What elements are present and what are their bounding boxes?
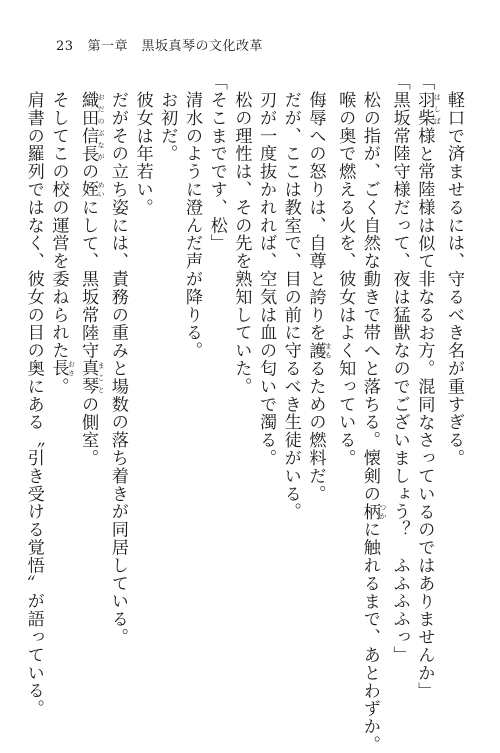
- text-segment: 侮辱への怒りは、自尊と誇りを: [305, 73, 326, 342]
- furigana: まこと: [97, 359, 106, 396]
- ruby-word: [305, 341, 333, 360]
- text-segment: 肩書の羅列ではなく、彼女の目の奥にある〝引き受ける覚悟〟が語っている。: [23, 73, 44, 718]
- text-line: [105, 73, 130, 673]
- ruby-base: 護: [305, 341, 326, 360]
- furigana: まも: [324, 341, 333, 360]
- body-text: [23, 73, 466, 753]
- text-line: [155, 73, 180, 673]
- text-segment: そしてこの校の運営を委ねられた: [48, 73, 69, 360]
- text-segment: だがその立ち姿には、責務の重みと場数の落ち着きが同居している。: [107, 73, 128, 646]
- text-line: [204, 73, 229, 673]
- text-line: [229, 73, 254, 673]
- text-segment: [78, 73, 98, 91]
- text-segment: 「: [414, 73, 435, 91]
- text-segment: 「そこまでです、松」: [206, 73, 227, 252]
- ruby-base: 羽柴: [414, 90, 435, 127]
- text-line: [387, 73, 412, 673]
- text-segment: 松の理性は、その先を熟知していた。: [231, 73, 252, 396]
- text-segment: の側室。: [78, 395, 99, 467]
- ruby-base: 姪: [78, 180, 99, 199]
- text-segment: 「黒坂常陸守様だって、夜は猛獣なのでございましょう？ ふふふふっ」: [389, 73, 410, 664]
- text-segment: お初だ。: [157, 73, 178, 163]
- text-line: [332, 73, 357, 673]
- furigana: おさ: [67, 359, 76, 378]
- ruby-word: [414, 90, 442, 127]
- furigana: おだのぶなが: [97, 90, 106, 163]
- ruby-word: [78, 180, 106, 199]
- furigana: つか: [378, 502, 387, 521]
- text-segment: にして、黒坂常陸守: [78, 198, 99, 360]
- text-segment: るための燃料だ。: [305, 359, 326, 503]
- running-header: [56, 35, 263, 54]
- text-segment: 彼女は年若い。: [132, 73, 153, 217]
- text-segment: 様と常陸様は似て非なるお方。混同なさっているのではありませんか」: [414, 126, 435, 700]
- text-line: [412, 73, 442, 700]
- text-line: [130, 73, 155, 673]
- text-segment: 刃が一度抜かれれば、空気は血の匂いで濁る。: [256, 73, 277, 467]
- ruby-base: 織田信長: [78, 90, 99, 163]
- text-segment: の: [78, 162, 99, 181]
- text-line: [278, 73, 303, 673]
- text-segment: だが、ここは教室で、目の前に守るべき生徒がいる。: [280, 73, 301, 521]
- text-segment: 。: [48, 377, 69, 396]
- ruby-base: 長: [48, 359, 69, 378]
- text-line: [303, 73, 333, 673]
- text-segment: に触れるまで、あとわずか。: [359, 520, 380, 753]
- text-line: [253, 73, 278, 673]
- ruby-base: 柄: [359, 502, 380, 521]
- running-title: 第一章 黒坂真琴の文化改革: [87, 39, 264, 54]
- text-line: [179, 73, 204, 673]
- furigana: はしば: [433, 90, 442, 127]
- text-line: [46, 73, 76, 673]
- ruby-word: [48, 359, 76, 378]
- ruby-word: [78, 359, 106, 396]
- ruby-word: [78, 90, 106, 163]
- text-line: [441, 73, 466, 673]
- text-segment: 軽口で済ませるには、守るべき名が重すぎる。: [444, 73, 464, 467]
- text-line: [75, 73, 105, 673]
- ruby-base: 真琴: [78, 359, 99, 396]
- text-segment: 松の指が、ごく自然な動きで帯へと落ちる。懐剣の: [359, 73, 380, 503]
- page-number: 23: [56, 39, 74, 54]
- ruby-word: [359, 502, 387, 521]
- text-segment: 清水のように澄んだ声が降りる。: [181, 73, 202, 360]
- text-line: [21, 73, 46, 718]
- furigana: めい: [97, 180, 106, 199]
- text-segment: 喉の奥で燃える火を、彼女はよく知っている。: [335, 73, 356, 467]
- text-line: [357, 73, 387, 753]
